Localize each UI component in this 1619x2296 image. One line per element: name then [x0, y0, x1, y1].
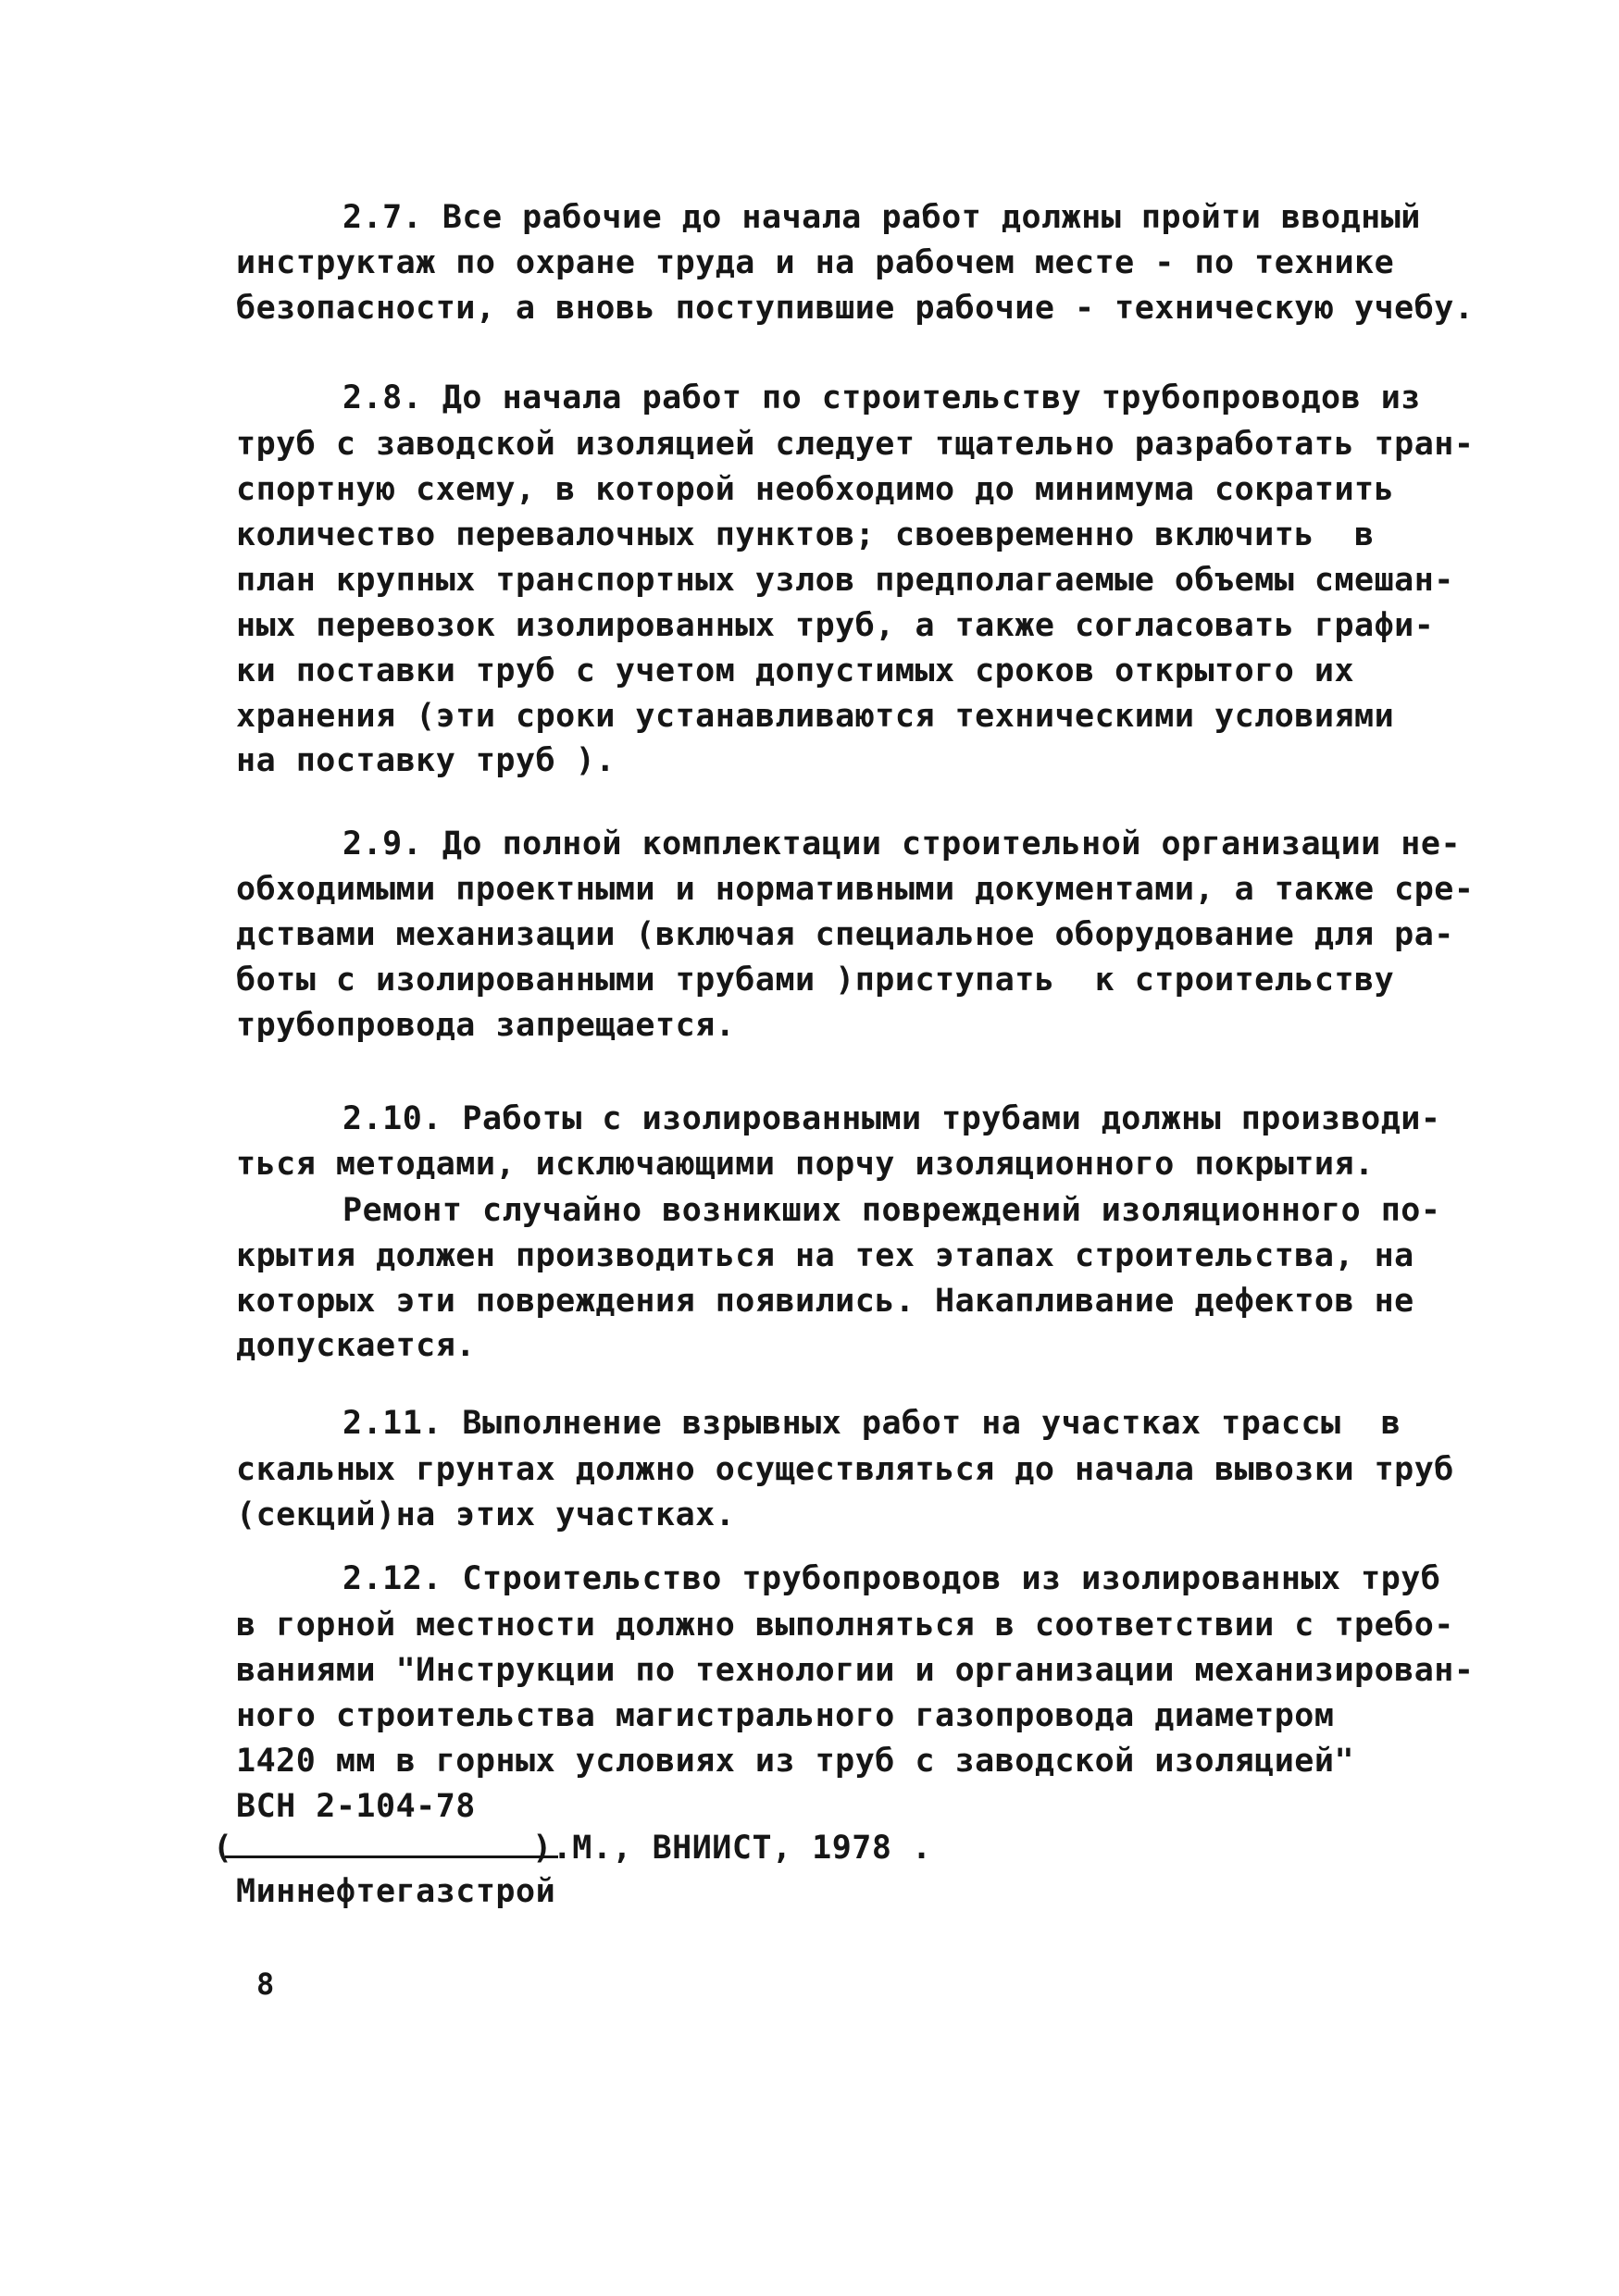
text-line: (секций)на этих участках.	[236, 1496, 736, 1533]
text-line: ( ).М., ВНИИСТ, 1978 .	[213, 1830, 932, 1867]
text-line: на поставку труб ).	[236, 742, 616, 779]
text-line: боты с изолированными трубами )приступать к строительству	[236, 962, 1395, 999]
text-line: количество перевалочных пунктов; своевременно включить в	[236, 516, 1375, 553]
text-line: Миннефтегазстрой	[236, 1873, 556, 1910]
text-line: трубопровода запрещается.	[236, 1007, 736, 1044]
text-line: допускается.	[236, 1327, 476, 1364]
text-line: план крупных транспортных узлов предполагаемые объемы смешан-	[236, 562, 1454, 599]
page-number: 8	[256, 1967, 275, 2002]
text-line: ВСН 2-104-78	[236, 1788, 476, 1825]
text-line: ного строительства магистрального газопровода диаметром	[236, 1697, 1335, 1734]
text-line: обходимыми проектными и нормативными документами, а также сре-	[236, 871, 1475, 908]
text-line: скальных грунтах должно осуществляться до начала вывозки труб	[236, 1451, 1454, 1488]
text-line: 2.11. Выполнение взрывных работ на участках трассы в	[342, 1405, 1401, 1442]
text-line: инструктаж по охране труда и на рабочем месте - по технике	[236, 244, 1395, 281]
text-line: которых эти повреждения появились. Накапливание дефектов не	[236, 1283, 1414, 1320]
text-line: 2.7. Все рабочие до начала работ должны пройти вводный	[342, 199, 1421, 236]
text-line: безопасности, а вновь поступившие рабочие - техническую учебу.	[236, 290, 1475, 327]
text-line: Ремонт случайно возникших повреждений изоляционного по-	[342, 1192, 1441, 1229]
text-line: дствами механизации (включая специальное оборудование для ра-	[236, 916, 1454, 953]
text-line: ных перевозок изолированных труб, а также согласовать графи-	[236, 607, 1435, 644]
text-line: ваниями "Инструкции по технологии и организации механизирован-	[236, 1652, 1475, 1689]
text-line: крытия должен производиться на тех этапах строительства, на	[236, 1237, 1414, 1274]
text-line: труб с заводской изоляцией следует тщательно разработать тран-	[236, 426, 1475, 463]
text-line: спортную схему, в которой необходимо до минимума сократить	[236, 471, 1395, 508]
text-line: 1420 мм в горных условиях из труб с заводской изоляцией"	[236, 1743, 1355, 1780]
text-line: ки поставки труб с учетом допустимых сроков открытого их	[236, 652, 1355, 689]
text-line: ться методами, исключающими порчу изоляционного покрытия.	[236, 1146, 1375, 1183]
text-line: хранения (эти сроки устанавливаются техническими условиями	[236, 698, 1395, 735]
text-line: 2.9. До полной комплектации строительной организации не-	[342, 825, 1462, 863]
text-line: 2.12. Строительство трубопроводов из изолированных труб	[342, 1560, 1441, 1597]
text-line: в горной местности должно выполняться в соответствии с требо-	[236, 1607, 1454, 1644]
text-line: 2.10. Работы с изолированными трубами должны производи-	[342, 1100, 1441, 1137]
text-line: 2.8. До начала работ по строительству трубопроводов из	[342, 379, 1421, 416]
